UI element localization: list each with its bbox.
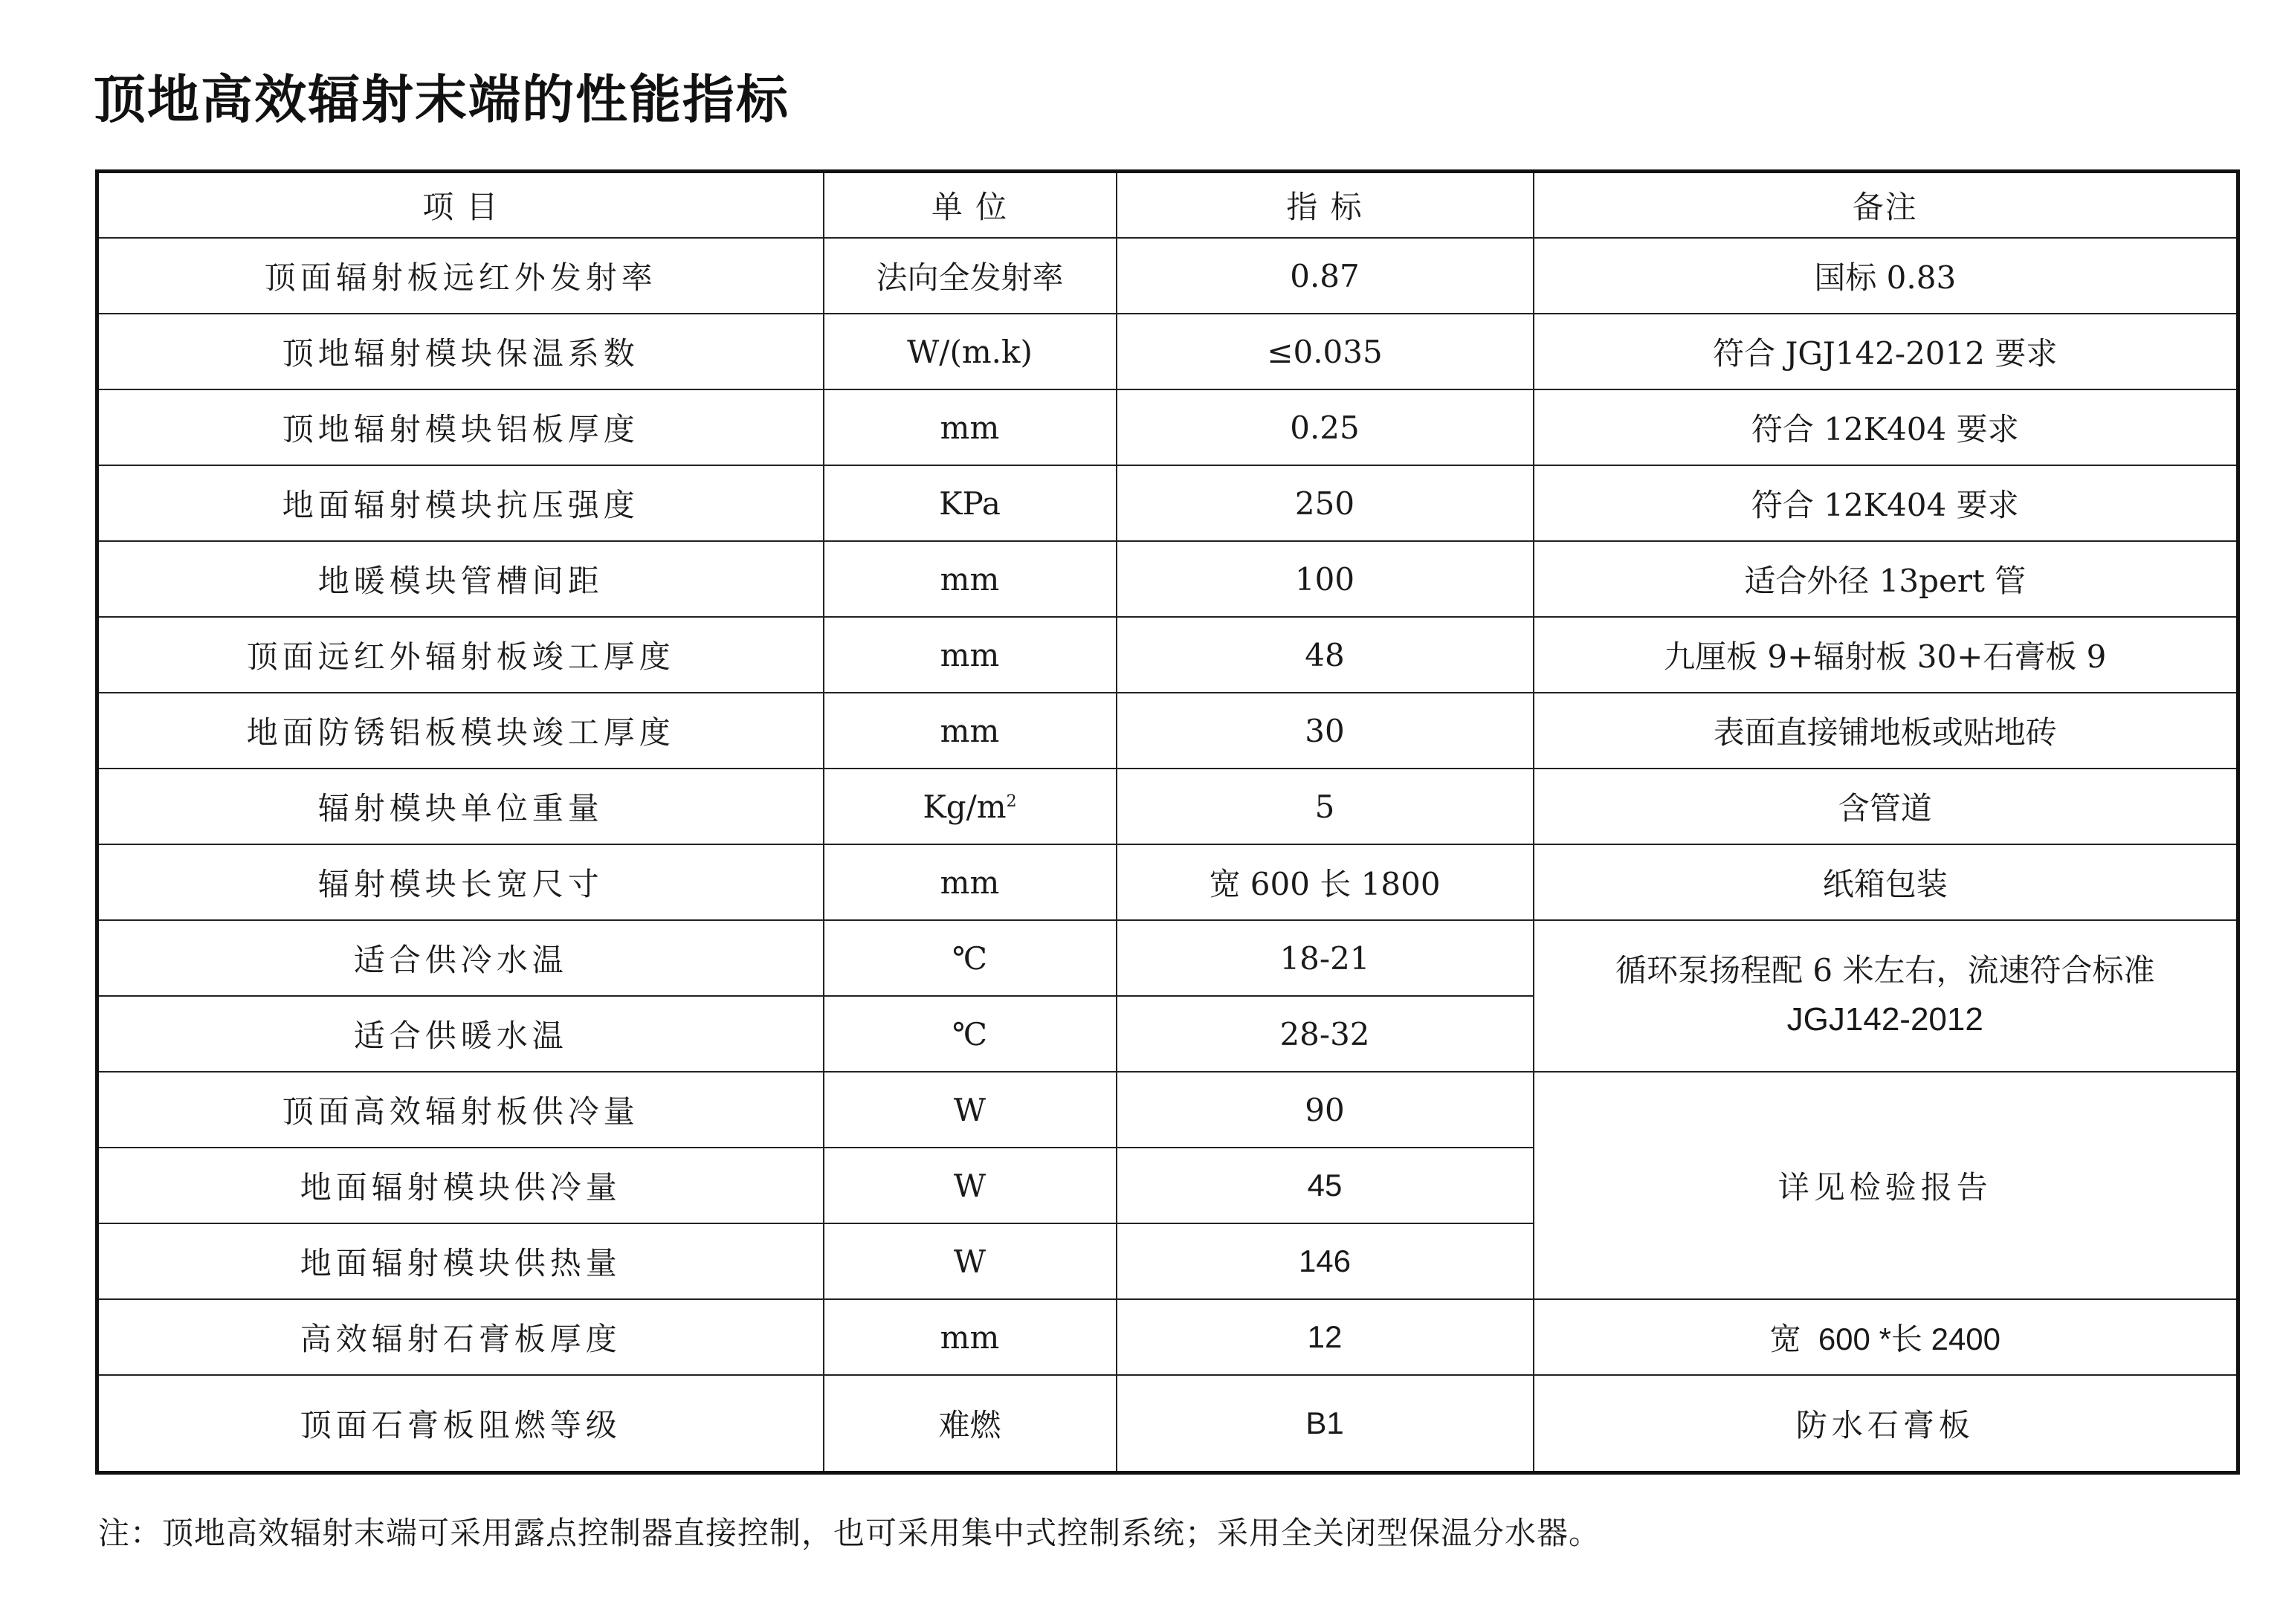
unit-cell: W [824, 1072, 1117, 1148]
item-cell: 顶地辐射模块保温系数 [97, 314, 824, 389]
remark-cell: 宽 600 *长 2400 [1534, 1299, 2238, 1375]
unit-cell: 难燃 [824, 1375, 1117, 1473]
unit-cell: mm [824, 541, 1117, 617]
footnote: 注：顶地高效辐射末端可采用露点控制器直接控制，也可采用集中式控制系统；采用全关闭型保温分水器。 [98, 1515, 1601, 1551]
value-cell: 0.25 [1117, 389, 1534, 465]
remark-line: 循环泵扬程配 6 米左右，流速符合标准 [1615, 952, 2155, 989]
value-cell: 146 [1117, 1223, 1534, 1299]
item-cell: 地面辐射模块供冷量 [97, 1148, 824, 1223]
unit-cell: W [824, 1148, 1117, 1223]
value-cell: 90 [1117, 1072, 1534, 1148]
item-cell: 适合供冷水温 [97, 920, 824, 996]
value-cell: 18-21 [1117, 920, 1534, 996]
unit-cell [824, 769, 1117, 844]
unit-cell: KPa [824, 465, 1117, 541]
unit-cell: ℃ [824, 996, 1117, 1072]
item-cell: 顶面远红外辐射板竣工厚度 [97, 617, 824, 693]
table-header-row [97, 172, 2238, 239]
table-row [97, 693, 2238, 769]
remark-cell: 表面直接铺地板或贴地砖 [1534, 693, 2238, 769]
remark-cell-merged: 详见检验报告 [1534, 1072, 2238, 1299]
table-row [97, 617, 2238, 693]
unit-cell: W [824, 1223, 1117, 1299]
item-cell: 顶地辐射模块铝板厚度 [97, 389, 824, 465]
value-cell: 48 [1117, 617, 1534, 693]
value-cell: 28-32 [1117, 996, 1534, 1072]
table-row [97, 920, 2238, 996]
remark-cell: 符合 12K404 要求 [1534, 465, 2238, 541]
remark-line: JGJ142-2012 [1786, 1001, 1983, 1038]
unit-cell: mm [824, 389, 1117, 465]
value-cell: 30 [1117, 693, 1534, 769]
item-cell: 适合供暖水温 [97, 996, 824, 1072]
value-cell: 250 [1117, 465, 1534, 541]
remark-cell: 纸箱包装 [1534, 844, 2238, 920]
table-row [97, 1072, 2238, 1148]
value-cell: 12 [1117, 1299, 1534, 1375]
item-cell: 顶面石膏板阻燃等级 [97, 1375, 824, 1473]
table-row [97, 465, 2238, 541]
remark-cell: 适合外径 13pert 管 [1534, 541, 2238, 617]
item-cell: 地面辐射模块供热量 [97, 1223, 824, 1299]
table-row [97, 1299, 2238, 1375]
item-cell: 顶面高效辐射板供冷量 [97, 1072, 824, 1148]
remark-cell: 符合 12K404 要求 [1534, 389, 2238, 465]
value-cell: 100 [1117, 541, 1534, 617]
remark-cell: 符合 JGJ142-2012 要求 [1534, 314, 2238, 389]
header-unit: 单 位 [824, 172, 1117, 239]
unit-cell: mm [824, 1299, 1117, 1375]
item-cell: 地面防锈铝板模块竣工厚度 [97, 693, 824, 769]
unit-cell: mm [824, 617, 1117, 693]
table-row [97, 1375, 2238, 1473]
remark-cell-merged [1534, 920, 2238, 1072]
remark-cell: 国标 0.83 [1534, 238, 2238, 314]
item-cell: 高效辐射石膏板厚度 [97, 1299, 824, 1375]
unit-cell: W/(m.k) [824, 314, 1117, 389]
table-row [97, 238, 2238, 314]
table-row [97, 314, 2238, 389]
header-remark: 备注 [1534, 172, 2238, 239]
item-cell: 地暖模块管槽间距 [97, 541, 824, 617]
header-value: 指 标 [1117, 172, 1534, 239]
value-cell: 45 [1117, 1148, 1534, 1223]
remark-cell: 防水石膏板 [1534, 1375, 2238, 1473]
header-item: 项 目 [97, 172, 824, 239]
unit-superscript: 2 [1006, 792, 1017, 811]
value-cell: 5 [1117, 769, 1534, 844]
value-cell: 宽 600 长 1800 [1117, 844, 1534, 920]
remark-cell: 九厘板 9+辐射板 30+石膏板 9 [1534, 617, 2238, 693]
value-cell: B1 [1117, 1375, 1534, 1473]
unit-cell: mm [824, 693, 1117, 769]
item-cell: 辐射模块单位重量 [97, 769, 824, 844]
performance-table [95, 169, 2240, 1475]
page-title: 顶地高效辐射末端的性能指标 [94, 69, 789, 130]
unit-text: Kg/m [923, 788, 1007, 825]
unit-cell: mm [824, 844, 1117, 920]
table-row [97, 769, 2238, 844]
item-cell: 地面辐射模块抗压强度 [97, 465, 824, 541]
table-row [97, 541, 2238, 617]
table-row [97, 389, 2238, 465]
value-cell: 0.87 [1117, 238, 1534, 314]
item-cell: 辐射模块长宽尺寸 [97, 844, 824, 920]
unit-cell: 法向全发射率 [824, 238, 1117, 314]
table-row [97, 844, 2238, 920]
value-cell: ≤0.035 [1117, 314, 1534, 389]
remark-cell: 含管道 [1534, 769, 2238, 844]
unit-cell: ℃ [824, 920, 1117, 996]
item-cell: 顶面辐射板远红外发射率 [97, 238, 824, 314]
